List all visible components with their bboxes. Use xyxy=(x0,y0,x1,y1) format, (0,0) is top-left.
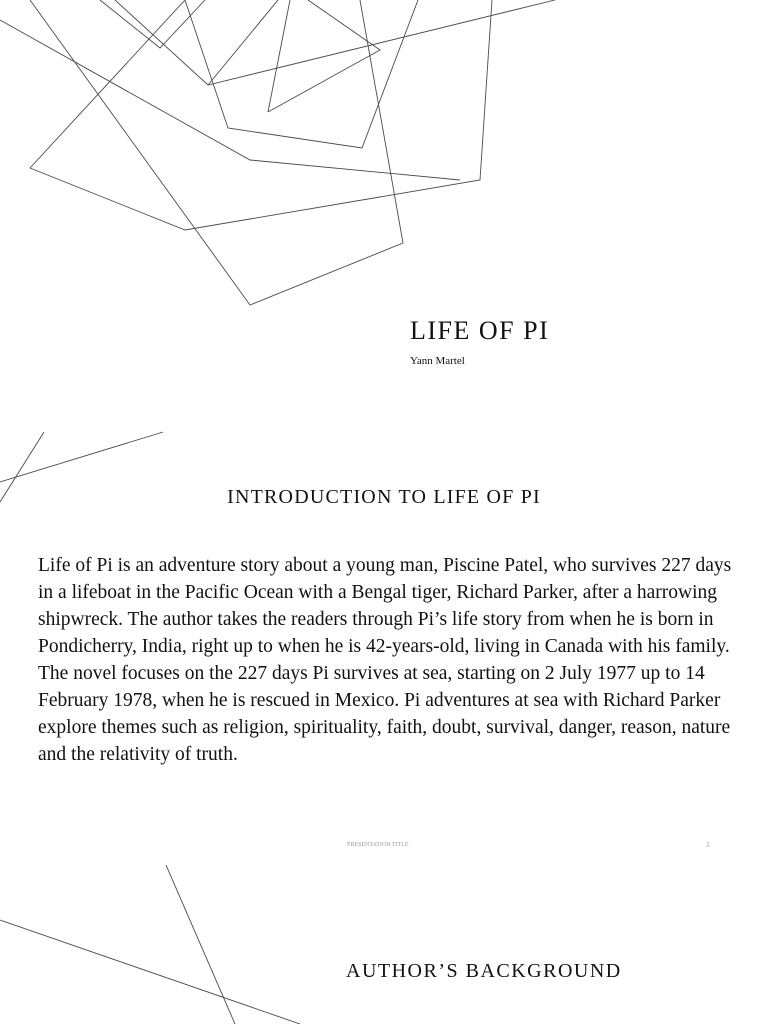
author-background-slide xyxy=(0,865,768,1024)
footer-presentation-title: PRESENTATION TITLE xyxy=(347,842,409,848)
author-name: Yann Martel xyxy=(410,355,465,367)
intro-paragraph: Life of Pi is an adventure story about a young man, Piscine Patel, who survives 227 days in a lifeboat in the Pacific Ocean with a Bengal tiger, Richard Parker, after a harrowing shipwreck. The author takes the readers through Pi’s life story from when he is born in Pondicherry, India, right up to when he is 42-years-old, living in Canada with his family. The novel focuses on the 227 days Pi survives at sea, starting on 2 July 1977 up to 14 February 1978, when he is rescued in Mexico. Pi adventures at sea with Richard Parker explore themes such as religion, spirituality, faith, doubt, survival, danger, reason, nature and the relativity of truth. xyxy=(38,555,732,765)
section-heading: AUTHOR’S BACKGROUND xyxy=(346,960,622,982)
section-heading: INTRODUCTION TO LIFE OF PI xyxy=(227,486,541,508)
geometric-line-decoration xyxy=(0,865,768,1024)
page-number: 2 xyxy=(706,841,710,849)
geometric-line-decoration xyxy=(0,0,768,420)
title-slide xyxy=(0,0,768,420)
presentation-title: LIFE OF PI xyxy=(410,316,550,345)
introduction-slide xyxy=(0,420,768,865)
